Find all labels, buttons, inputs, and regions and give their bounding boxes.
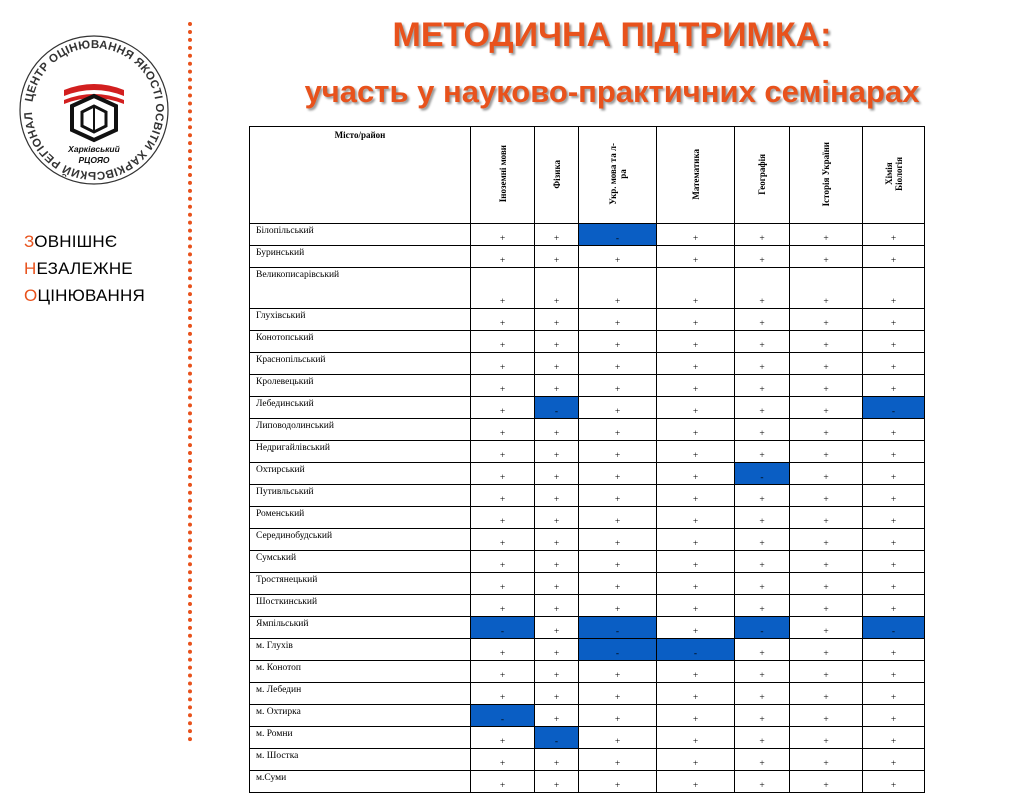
participation-cell: +	[863, 573, 925, 595]
participation-cell: +	[735, 573, 790, 595]
city-name-cell: Лебединський	[250, 397, 471, 419]
no-participation-cell: -	[735, 463, 790, 485]
participation-cell: +	[657, 661, 735, 683]
participation-cell: +	[535, 771, 579, 793]
participation-cell: +	[735, 507, 790, 529]
city-name-cell: Кролевецький	[250, 375, 471, 397]
participation-cell: +	[735, 309, 790, 331]
no-participation-cell: -	[471, 705, 535, 727]
participation-cell: +	[863, 529, 925, 551]
city-name-cell: Шосткинський	[250, 595, 471, 617]
city-name-cell: Білопільський	[250, 224, 471, 246]
subject-label: Іноземні мови	[497, 145, 508, 203]
participation-cell: +	[790, 683, 863, 705]
page-title: МЕТОДИЧНА ПІДТРИМКА:	[392, 16, 832, 54]
participation-cell: +	[471, 661, 535, 683]
participation-cell: +	[579, 507, 657, 529]
city-name-cell: м. Охтирка	[250, 705, 471, 727]
participation-cell: +	[579, 771, 657, 793]
table-row	[250, 639, 925, 661]
participation-cell: +	[790, 375, 863, 397]
book-icon	[64, 84, 124, 140]
subject-column-header	[657, 127, 735, 224]
participation-cell: +	[579, 309, 657, 331]
participation-cell: +	[579, 353, 657, 375]
rcoyao-logo	[14, 30, 174, 190]
participation-cell: +	[863, 246, 925, 268]
participation-cell: +	[471, 485, 535, 507]
participation-cell: +	[790, 749, 863, 771]
table-row	[250, 749, 925, 771]
participation-cell: +	[579, 705, 657, 727]
subject-label: Фізика	[551, 159, 562, 189]
participation-cell: +	[535, 463, 579, 485]
participation-cell: +	[535, 485, 579, 507]
participation-cell: +	[790, 771, 863, 793]
participation-cell: +	[863, 771, 925, 793]
city-name-cell: Глухівський	[250, 309, 471, 331]
tagline-rest: ЦІНЮВАННЯ	[37, 286, 145, 305]
city-name-cell: Краснопільський	[250, 353, 471, 375]
table-row	[250, 551, 925, 573]
city-name-cell: Охтирський	[250, 463, 471, 485]
participation-cell: +	[579, 727, 657, 749]
table-row	[250, 485, 925, 507]
subject-column-header	[535, 127, 579, 224]
participation-cell: +	[471, 224, 535, 246]
participation-cell: +	[471, 309, 535, 331]
participation-cell: +	[790, 331, 863, 353]
participation-cell: +	[471, 727, 535, 749]
participation-cell: +	[863, 331, 925, 353]
participation-cell: +	[863, 507, 925, 529]
no-participation-cell: -	[535, 397, 579, 419]
participation-cell: +	[657, 771, 735, 793]
participation-cell: +	[735, 375, 790, 397]
tagline-rest: ОВНІШНЄ	[34, 232, 118, 251]
participation-cell: +	[657, 551, 735, 573]
city-name-cell: Ямпільський	[250, 617, 471, 639]
logo-name-line2: РЦОЯО	[78, 155, 110, 165]
participation-cell: +	[657, 529, 735, 551]
participation-cell: +	[657, 705, 735, 727]
participation-cell: +	[535, 529, 579, 551]
participation-cell: +	[863, 705, 925, 727]
participation-cell: +	[657, 485, 735, 507]
participation-cell: +	[471, 639, 535, 661]
participation-cell: +	[579, 485, 657, 507]
participation-cell: +	[790, 441, 863, 463]
participation-cell: +	[535, 441, 579, 463]
subject-column-header	[579, 127, 657, 224]
subject-label: Історія України	[821, 141, 831, 207]
participation-cell: +	[535, 419, 579, 441]
participation-cell: +	[863, 309, 925, 331]
participation-cell: +	[535, 246, 579, 268]
subject-column-header	[863, 127, 925, 224]
participation-cell: +	[579, 573, 657, 595]
participation-cell: +	[471, 771, 535, 793]
table-row	[250, 595, 925, 617]
participation-cell: +	[657, 375, 735, 397]
table-row	[250, 309, 925, 331]
tagline-initial: О	[24, 286, 38, 305]
table-body	[250, 224, 925, 793]
participation-cell: +	[579, 683, 657, 705]
participation-cell: +	[790, 727, 863, 749]
participation-cell: +	[863, 749, 925, 771]
participation-cell: +	[579, 595, 657, 617]
participation-cell: +	[471, 595, 535, 617]
table-row	[250, 507, 925, 529]
participation-cell: +	[471, 331, 535, 353]
participation-cell: +	[535, 617, 579, 639]
participation-cell: +	[579, 397, 657, 419]
no-participation-cell: -	[735, 617, 790, 639]
no-participation-cell: -	[471, 617, 535, 639]
participation-cell: +	[657, 353, 735, 375]
page-subtitle: участь у науково-практичних семінарах	[304, 74, 920, 109]
table-row	[250, 683, 925, 705]
participation-cell: +	[579, 419, 657, 441]
participation-cell: +	[735, 727, 790, 749]
participation-cell: +	[579, 529, 657, 551]
participation-cell: +	[579, 375, 657, 397]
participation-cell: +	[735, 353, 790, 375]
city-name-cell: Буринський	[250, 246, 471, 268]
participation-cell: +	[657, 309, 735, 331]
subject-label: Хімія Біологія	[883, 157, 904, 191]
participation-cell: +	[863, 224, 925, 246]
participation-cell: +	[579, 551, 657, 573]
participation-cell: +	[790, 507, 863, 529]
participation-cell: +	[863, 639, 925, 661]
participation-cell: +	[735, 397, 790, 419]
zno-tagline	[24, 228, 145, 309]
seminar-participation-table	[249, 126, 925, 793]
table-row	[250, 268, 925, 309]
subject-label: Укр. мова та л- ра	[607, 143, 628, 205]
logo-ring-text: ЦЕНТР ОЦІНЮВАННЯ ЯКОСТІ ОСВІТИ ХАРКІВСЬКИЙ РЕГІОНАЛ	[22, 38, 166, 182]
participation-cell: +	[535, 639, 579, 661]
participation-cell: +	[735, 419, 790, 441]
tagline-rest: ЕЗАЛЕЖНЕ	[36, 259, 133, 278]
city-name-cell: Великописарівський	[250, 268, 471, 309]
table-row	[250, 661, 925, 683]
participation-cell: +	[790, 419, 863, 441]
city-name-cell: Конотопський	[250, 331, 471, 353]
city-name-cell: м. Лебедин	[250, 683, 471, 705]
participation-cell: +	[471, 397, 535, 419]
participation-cell: +	[471, 419, 535, 441]
city-column-header: Місто/район	[250, 127, 471, 224]
participation-cell: +	[863, 727, 925, 749]
participation-cell: +	[863, 551, 925, 573]
subject-label: Математика	[690, 148, 701, 200]
participation-cell: +	[657, 331, 735, 353]
participation-cell: +	[863, 661, 925, 683]
table-row	[250, 441, 925, 463]
participation-cell: +	[790, 661, 863, 683]
table-row	[250, 246, 925, 268]
table-row	[250, 353, 925, 375]
participation-cell: +	[657, 595, 735, 617]
participation-cell: +	[535, 661, 579, 683]
logo-emblem	[14, 30, 174, 190]
participation-cell: +	[735, 639, 790, 661]
city-name-cell: Липоводолинський	[250, 419, 471, 441]
participation-cell: +	[657, 463, 735, 485]
participation-cell: +	[735, 224, 790, 246]
participation-cell: +	[863, 441, 925, 463]
participation-cell: +	[735, 595, 790, 617]
participation-cell: +	[790, 573, 863, 595]
participation-cell: +	[735, 246, 790, 268]
participation-cell: +	[790, 529, 863, 551]
participation-cell: +	[535, 573, 579, 595]
dotted-divider	[188, 22, 192, 742]
participation-cell: +	[735, 485, 790, 507]
no-participation-cell: -	[863, 397, 925, 419]
participation-cell: +	[790, 397, 863, 419]
participation-cell: +	[657, 507, 735, 529]
participation-cell: +	[579, 463, 657, 485]
participation-cell: +	[471, 353, 535, 375]
city-name-cell: м. Конотоп	[250, 661, 471, 683]
no-participation-cell: -	[657, 639, 735, 661]
participation-cell: +	[535, 309, 579, 331]
participation-cell: +	[535, 749, 579, 771]
participation-cell: +	[863, 463, 925, 485]
table-row	[250, 771, 925, 793]
participation-cell: +	[657, 397, 735, 419]
participation-cell: +	[863, 485, 925, 507]
participation-cell: +	[735, 551, 790, 573]
city-name-cell: Тростянецький	[250, 573, 471, 595]
subject-column-header	[471, 127, 535, 224]
participation-cell: +	[471, 246, 535, 268]
participation-cell: +	[735, 771, 790, 793]
participation-cell: +	[579, 661, 657, 683]
participation-cell: +	[790, 595, 863, 617]
city-name-cell: м. Ромни	[250, 727, 471, 749]
tagline-initial: Н	[24, 259, 37, 278]
participation-cell: +	[735, 749, 790, 771]
participation-cell: +	[735, 331, 790, 353]
participation-cell: +	[790, 246, 863, 268]
participation-cell: +	[790, 463, 863, 485]
city-name-cell: Серединобудський	[250, 529, 471, 551]
participation-cell: +	[790, 353, 863, 375]
table-row	[250, 375, 925, 397]
city-name-cell: Роменський	[250, 507, 471, 529]
logo-name-line1: Харківський	[68, 144, 120, 154]
participation-cell: +	[735, 683, 790, 705]
participation-cell: +	[657, 683, 735, 705]
participation-cell: +	[735, 268, 790, 309]
participation-cell: +	[657, 246, 735, 268]
subject-column-header	[790, 127, 863, 224]
table-row	[250, 463, 925, 485]
table-row	[250, 727, 925, 749]
participation-cell: +	[535, 268, 579, 309]
participation-cell: +	[863, 353, 925, 375]
participation-cell: +	[790, 268, 863, 309]
city-name-cell: Путивльський	[250, 485, 471, 507]
participation-cell: +	[657, 749, 735, 771]
participation-cell: +	[790, 309, 863, 331]
participation-cell: +	[657, 617, 735, 639]
table-row	[250, 419, 925, 441]
table-row	[250, 705, 925, 727]
participation-cell: +	[657, 573, 735, 595]
participation-cell: +	[471, 375, 535, 397]
tagline-initial: З	[24, 232, 35, 251]
participation-cell: +	[579, 331, 657, 353]
participation-cell: +	[735, 661, 790, 683]
participation-cell: +	[735, 441, 790, 463]
participation-cell: +	[471, 529, 535, 551]
tagline-line-2	[24, 255, 145, 282]
city-name-cell: м.Суми	[250, 771, 471, 793]
table-row	[250, 529, 925, 551]
participation-cell: +	[471, 573, 535, 595]
participation-cell: +	[535, 705, 579, 727]
participation-cell: +	[790, 224, 863, 246]
no-participation-cell: -	[579, 224, 657, 246]
tagline-line-3	[24, 282, 145, 309]
participation-cell: +	[579, 749, 657, 771]
participation-cell: +	[790, 705, 863, 727]
participation-cell: +	[535, 595, 579, 617]
participation-cell: +	[657, 727, 735, 749]
participation-cell: +	[863, 595, 925, 617]
participation-cell: +	[471, 268, 535, 309]
participation-cell: +	[790, 617, 863, 639]
city-name-cell: м. Глухів	[250, 639, 471, 661]
participation-cell: +	[735, 705, 790, 727]
participation-cell: +	[579, 268, 657, 309]
table-row	[250, 573, 925, 595]
participation-cell: +	[579, 441, 657, 463]
participation-cell: +	[471, 749, 535, 771]
participation-cell: +	[471, 683, 535, 705]
participation-cell: +	[535, 507, 579, 529]
participation-cell: +	[657, 268, 735, 309]
participation-cell: +	[790, 551, 863, 573]
participation-cell: +	[863, 375, 925, 397]
participation-cell: +	[535, 375, 579, 397]
participation-cell: +	[735, 529, 790, 551]
table-row	[250, 617, 925, 639]
participation-cell: +	[657, 419, 735, 441]
tagline-line-1	[24, 228, 145, 255]
table-row	[250, 224, 925, 246]
participation-cell: +	[863, 683, 925, 705]
table-row	[250, 397, 925, 419]
no-participation-cell: -	[535, 727, 579, 749]
participation-cell: +	[535, 224, 579, 246]
participation-cell: +	[579, 246, 657, 268]
participation-cell: +	[657, 224, 735, 246]
city-name-cell: Сумський	[250, 551, 471, 573]
participation-cell: +	[790, 639, 863, 661]
participation-cell: +	[471, 441, 535, 463]
table-row	[250, 331, 925, 353]
participation-cell: +	[471, 507, 535, 529]
participation-cell: +	[863, 419, 925, 441]
participation-cell: +	[657, 441, 735, 463]
participation-cell: +	[863, 268, 925, 309]
participation-cell: +	[535, 331, 579, 353]
city-name-cell: м. Шостка	[250, 749, 471, 771]
participation-cell: +	[535, 683, 579, 705]
subject-label: Географія	[757, 153, 767, 195]
participation-cell: +	[790, 485, 863, 507]
table-header-row	[250, 127, 925, 224]
no-participation-cell: -	[579, 639, 657, 661]
participation-cell: +	[471, 551, 535, 573]
no-participation-cell: -	[579, 617, 657, 639]
participation-cell: +	[471, 463, 535, 485]
no-participation-cell: -	[863, 617, 925, 639]
participation-cell: +	[535, 551, 579, 573]
participation-cell: +	[535, 353, 579, 375]
subject-column-header	[735, 127, 790, 224]
city-name-cell: Недригайлівський	[250, 441, 471, 463]
